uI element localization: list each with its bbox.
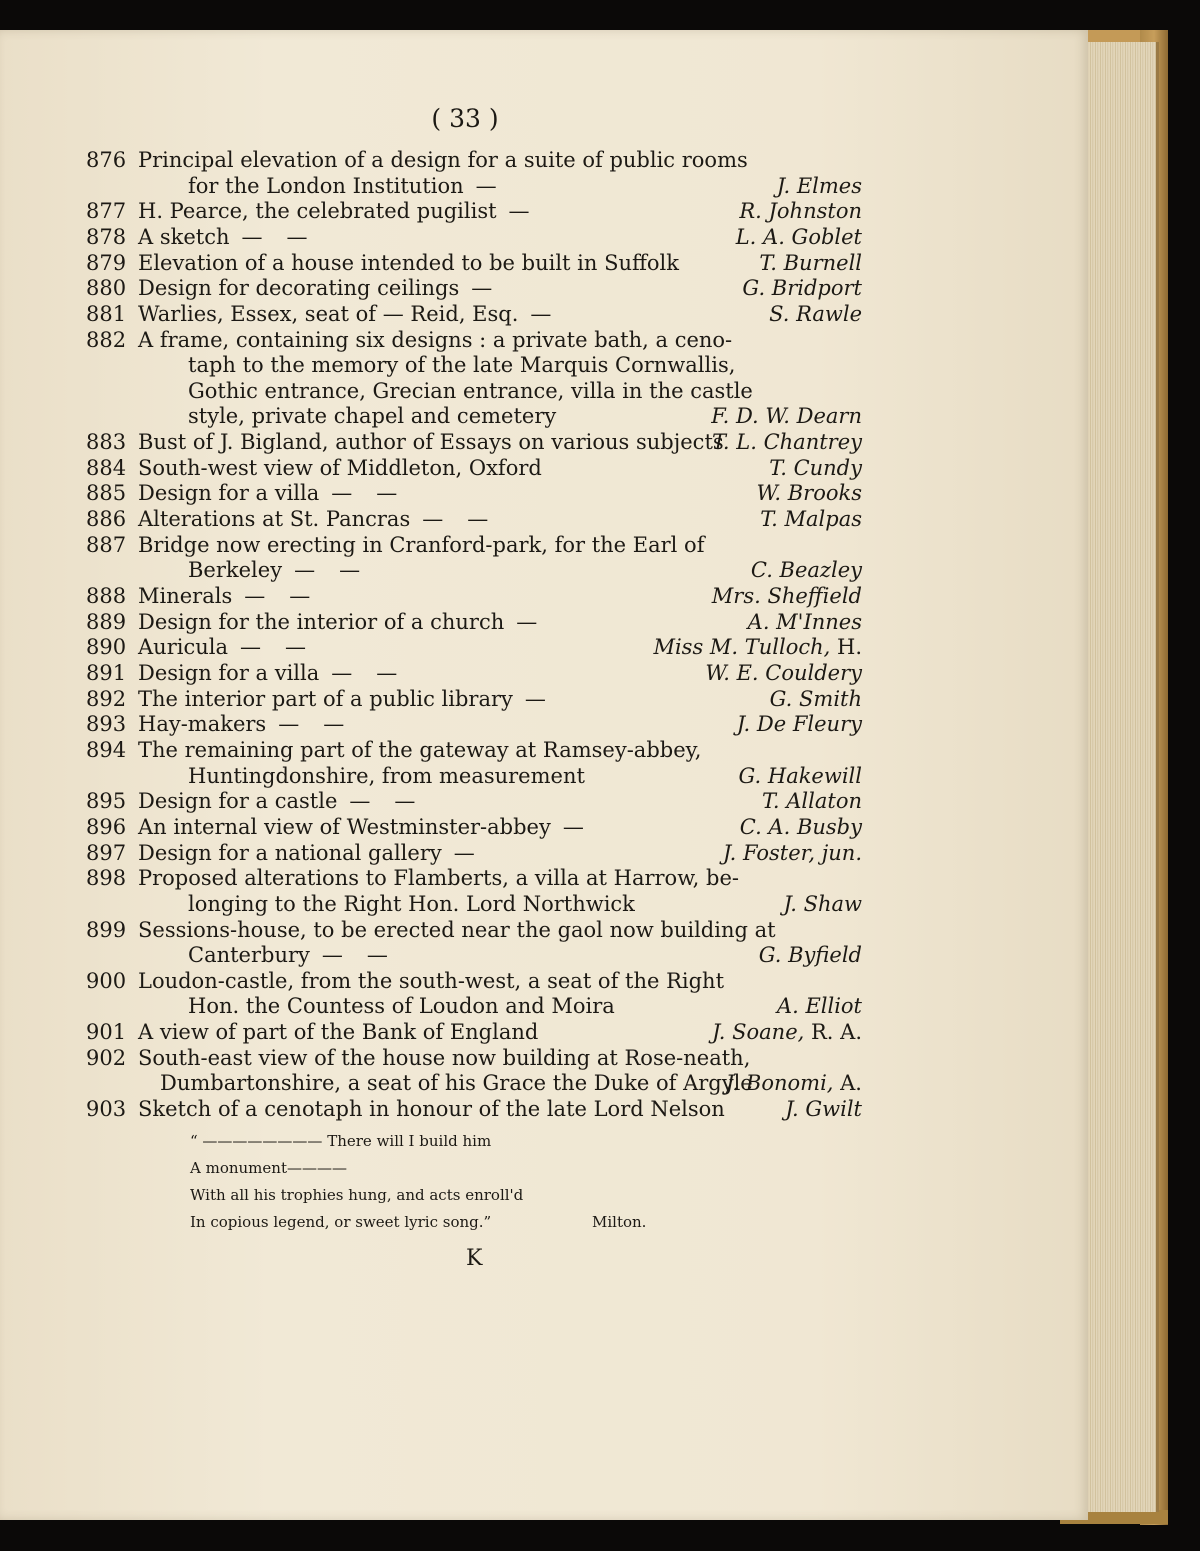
- entry-artist: [705, 661, 862, 687]
- entry-artist: [712, 584, 862, 610]
- entry-number: 892: [86, 686, 127, 711]
- artist-suffix: H.: [830, 635, 862, 660]
- entry-line: [138, 687, 862, 713]
- entry-number: 896: [86, 814, 127, 839]
- entry-title-text: Dumbartonshire, a seat of his Grace the Duke of Argyle: [160, 1071, 753, 1096]
- artist-name: J. Foster, jun.: [722, 840, 862, 865]
- catalogue-entry: [86, 687, 862, 713]
- entry-title-text: Bridge now erecting in Cranford-park, for the Earl of: [138, 532, 705, 557]
- entry-title-text: Loudon-castle, from the south-west, a seat of the Right: [138, 968, 725, 993]
- entry-body: [138, 738, 862, 789]
- artist-name: Miss M. Tulloch,: [653, 635, 831, 660]
- entry-title-text: Auricula: [138, 635, 228, 660]
- entry-artist: [777, 174, 862, 200]
- entry-dash: —: [239, 635, 261, 660]
- catalogue-entry: [86, 918, 862, 969]
- entry-artist: [770, 687, 862, 713]
- artist-name: J. Soane,: [711, 1020, 805, 1045]
- entry-line: [138, 1046, 862, 1072]
- entry-title-text: South-west view of Middleton, Oxford: [138, 455, 542, 480]
- entry-line: [138, 353, 862, 379]
- catalogue-entry: [86, 815, 862, 841]
- entry-dash: —: [516, 609, 538, 634]
- catalogue-entry: [86, 866, 862, 917]
- entry-number: 876: [86, 148, 127, 172]
- signature-mark: K: [466, 1246, 483, 1271]
- catalogue-entry: [86, 789, 862, 815]
- entry-artist: [740, 815, 862, 841]
- entry-body: [138, 610, 862, 636]
- artist-name: T. Allaton: [762, 789, 862, 814]
- artist-name: J. De Fleury: [736, 712, 862, 737]
- entry-number: 880: [86, 276, 127, 301]
- entry-artist: [785, 1097, 862, 1123]
- page-number-header: ( 33 ): [431, 104, 499, 133]
- artist-name: G. Byfield: [758, 943, 862, 968]
- entry-body: [138, 148, 862, 199]
- artist-name: A. M'Innes: [747, 609, 862, 634]
- entry-artist: [751, 558, 862, 584]
- entry-title-text: Design for a villa: [138, 661, 320, 685]
- artist-name: W. Brooks: [756, 481, 862, 506]
- entry-body: [138, 1046, 862, 1097]
- entry-body: [138, 635, 862, 661]
- entry-number: 899: [86, 917, 127, 942]
- entry-line: [138, 789, 862, 815]
- entry-title-text: Huntingdonshire, from measurement: [188, 763, 585, 788]
- entry-number: 902: [86, 1045, 127, 1070]
- entry-number: 884: [86, 455, 127, 480]
- entry-dash: —: [394, 789, 416, 814]
- entry-line: [138, 661, 862, 687]
- artist-name: C. Beazley: [750, 558, 862, 583]
- entry-number: 889: [86, 609, 127, 634]
- catalogue-entry: [86, 1046, 862, 1097]
- catalogue-entry: [86, 507, 862, 533]
- entry-title-text: Minerals: [138, 584, 233, 609]
- entry-dash: —: [331, 661, 353, 685]
- entry-number: 891: [86, 661, 127, 685]
- entry-line: [138, 148, 862, 174]
- entry-line: [138, 1020, 862, 1046]
- artist-name: F. D. W. Dearn: [711, 404, 862, 429]
- entry-title-text: Sessions-house, to be erected near the gaol now building at: [138, 917, 776, 942]
- entry-line: [138, 558, 862, 584]
- entry-dash: —: [244, 584, 266, 609]
- entry-line: [138, 918, 862, 944]
- entry-title-text: South-east view of the house now building at Rose-neath,: [138, 1045, 751, 1070]
- quote-line: With all his trophies hung, and acts enroll'd: [190, 1186, 524, 1204]
- entry-body: [138, 251, 862, 277]
- entry-dash: —: [530, 301, 552, 326]
- entry-artist: [748, 610, 862, 636]
- entry-title-text: Canterbury: [188, 943, 310, 968]
- entry-title-text: A view of part of the Bank of England: [138, 1020, 539, 1045]
- entry-artist: [726, 1071, 862, 1097]
- entry-artist: [760, 507, 862, 533]
- entry-artist: [739, 764, 863, 790]
- artist-name: J. Gwilt: [785, 1097, 862, 1121]
- entry-line: [138, 251, 862, 277]
- catalogue-entry: [86, 199, 862, 225]
- entry-line: [138, 969, 862, 995]
- entry-line: [138, 456, 862, 482]
- entry-body: [138, 533, 862, 584]
- entry-dash: —: [422, 507, 444, 532]
- artist-name: C. A. Busby: [739, 814, 862, 839]
- entry-dash: —: [524, 686, 546, 711]
- catalogue-entry: [86, 635, 862, 661]
- entry-dash: —: [286, 224, 308, 249]
- entry-artist: [759, 251, 862, 277]
- entry-body: [138, 969, 862, 1020]
- entry-body: [138, 1020, 862, 1046]
- entry-number: 894: [86, 737, 127, 762]
- entry-body: [138, 687, 862, 713]
- entry-title-text: Sketch of a cenotaph in honour of the late Lord Nelson: [138, 1097, 725, 1121]
- entry-number: 882: [86, 327, 127, 352]
- entry-line: [138, 199, 862, 225]
- catalogue-entry: [86, 430, 862, 456]
- entry-line: [138, 379, 862, 405]
- entry-number: 901: [86, 1020, 127, 1045]
- entry-line: [138, 328, 862, 354]
- entry-line: [138, 764, 862, 790]
- entry-body: [138, 918, 862, 969]
- entry-dash: —: [467, 507, 489, 532]
- artist-name: R. Johnston: [739, 199, 862, 224]
- entry-line: [138, 174, 862, 200]
- milton-quotation: [190, 1128, 750, 1236]
- entry-title-text: Design for decorating ceilings: [138, 276, 460, 301]
- entry-title-text: Hon. the Countess of Loudon and Moira: [188, 994, 615, 1019]
- artist-name: G. Bridport: [742, 276, 862, 301]
- entry-line: [138, 533, 862, 559]
- entry-artist: [756, 481, 862, 507]
- entry-title-text: longing to the Right Hon. Lord Northwick: [188, 891, 635, 916]
- entry-line: [138, 841, 862, 867]
- entry-title-text: The remaining part of the gateway at Ramsey-abbey,: [138, 737, 702, 762]
- entry-dash: —: [366, 943, 388, 968]
- entry-artist: [737, 712, 862, 738]
- entry-line: [138, 943, 862, 969]
- entry-line: [138, 712, 862, 738]
- entry-dash: —: [321, 943, 343, 968]
- catalogue-entry: [86, 1020, 862, 1046]
- artist-name: J. Bonomi,: [725, 1071, 834, 1096]
- entry-title-text: The interior part of a public library: [138, 686, 513, 711]
- artist-suffix: R. A.: [804, 1020, 862, 1045]
- entry-number: 897: [86, 840, 127, 865]
- entry-title-text: Warlies, Essex, seat of — Reid, Esq.: [138, 301, 519, 326]
- entry-body: [138, 276, 862, 302]
- entry-title-text: Elevation of a house intended to be built in Suffolk: [138, 250, 679, 275]
- entry-dash: —: [241, 224, 263, 249]
- catalogue-entry: [86, 251, 862, 277]
- entry-line: [138, 225, 862, 251]
- entry-artist: [712, 430, 862, 456]
- entry-artist: [769, 456, 862, 482]
- entry-dash: —: [289, 584, 311, 609]
- entry-title-text: A frame, containing six designs : a private bath, a ceno-: [138, 327, 733, 352]
- catalogue-entry: [86, 276, 862, 302]
- catalogue-entry: [86, 969, 862, 1020]
- entry-title-text: Hay-makers: [138, 712, 267, 737]
- entry-title-text: Design for a castle: [138, 789, 338, 814]
- entry-body: [138, 584, 862, 610]
- artist-name: J. Elmes: [776, 173, 862, 198]
- entry-artist: [739, 199, 862, 225]
- entry-dash: —: [339, 558, 361, 583]
- entry-artist: [736, 225, 862, 251]
- entry-body: [138, 430, 862, 456]
- artist-name: G. Hakewill: [738, 763, 862, 788]
- artist-name: L. A. Goblet: [735, 224, 862, 249]
- entry-number: 883: [86, 430, 127, 455]
- entry-dash: —: [349, 789, 371, 814]
- artist-name: T. Cundy: [769, 455, 862, 480]
- catalogue-entry: [86, 1097, 862, 1123]
- catalogue-entry: [86, 841, 862, 867]
- entry-artist: [712, 1020, 862, 1046]
- entry-number: 885: [86, 481, 127, 506]
- catalogue-entry: [86, 584, 862, 610]
- entry-dash: —: [376, 661, 398, 685]
- entry-body: [138, 199, 862, 225]
- artist-name: J. Shaw: [783, 891, 862, 916]
- entry-number: 898: [86, 866, 127, 891]
- entry-body: [138, 712, 862, 738]
- entry-body: [138, 225, 862, 251]
- entry-dash: —: [278, 712, 300, 737]
- artist-name: T. L. Chantrey: [712, 430, 862, 455]
- entry-artist: [759, 943, 862, 969]
- entry-number: 900: [86, 968, 127, 993]
- entry-artist: [777, 994, 862, 1020]
- entry-title-text: Design for a villa: [138, 481, 320, 506]
- entry-body: [138, 456, 862, 482]
- entry-title-text: Bust of J. Bigland, author of Essays on various subjects: [138, 430, 724, 455]
- entry-title-text: Berkeley: [188, 558, 283, 583]
- entry-title-text: taph to the memory of the late Marquis Cornwallis,: [188, 353, 736, 378]
- entry-line: [138, 276, 862, 302]
- entry-number: 903: [86, 1097, 127, 1121]
- artist-suffix: A.: [833, 1071, 862, 1096]
- entry-body: [138, 841, 862, 867]
- artist-name: T. Malpas: [760, 507, 862, 532]
- artist-name: G. Smith: [769, 686, 862, 711]
- entry-body: [138, 302, 862, 328]
- entry-title-text: for the London Institution: [188, 173, 464, 198]
- entry-artist: [762, 789, 862, 815]
- entry-line: [138, 866, 862, 892]
- entry-line: [138, 430, 862, 456]
- entry-artist: [783, 892, 862, 918]
- artist-name: S. Rawle: [769, 301, 862, 326]
- entry-body: [138, 481, 862, 507]
- catalogue-entry: [86, 456, 862, 482]
- entry-dash: —: [508, 199, 530, 224]
- entry-title-text: style, private chapel and cemetery: [188, 404, 557, 429]
- catalogue-entry: [86, 328, 862, 431]
- entry-body: [138, 661, 862, 687]
- catalogue-entries: [86, 148, 862, 1123]
- entry-body: [138, 789, 862, 815]
- entry-dash: —: [284, 635, 306, 660]
- entry-dash: —: [475, 173, 497, 198]
- artist-name: Mrs. Sheffield: [711, 584, 862, 609]
- entry-number: 890: [86, 635, 127, 660]
- entry-line: [138, 584, 862, 610]
- entry-line: [138, 507, 862, 533]
- entry-body: [138, 815, 862, 841]
- entry-line: [138, 738, 862, 764]
- entry-line: [138, 635, 862, 661]
- entry-title-text: Alterations at St. Pancras: [138, 507, 411, 532]
- catalogue-entry: [86, 738, 862, 789]
- entry-number: 886: [86, 507, 127, 532]
- catalogue-entry: [86, 225, 862, 251]
- entry-dash: —: [331, 481, 353, 506]
- entry-line: [138, 481, 862, 507]
- entry-title-text: H. Pearce, the celebrated pugilist: [138, 199, 497, 224]
- entry-line: [138, 610, 862, 636]
- entry-number: 893: [86, 712, 127, 737]
- entry-body: [138, 507, 862, 533]
- entry-title-text: Principal elevation of a design for a suite of public rooms: [138, 148, 748, 172]
- entry-dash: —: [471, 276, 493, 301]
- entry-dash: —: [562, 814, 584, 839]
- entry-artist: [653, 635, 862, 661]
- entry-line: [138, 892, 862, 918]
- catalogue-entry: [86, 481, 862, 507]
- quote-attribution: Milton.: [592, 1213, 647, 1231]
- entry-artist: [769, 302, 862, 328]
- entry-title-text: A sketch: [138, 224, 230, 249]
- entry-line: [138, 815, 862, 841]
- entry-artist: [742, 276, 862, 302]
- entry-line: [138, 302, 862, 328]
- entry-dash: —: [453, 840, 475, 865]
- catalogue-entry: [86, 148, 862, 199]
- entry-number: 877: [86, 199, 127, 224]
- entry-dash: —: [323, 712, 345, 737]
- entry-number: 878: [86, 224, 127, 249]
- quote-line: In copious legend, or sweet lyric song.”: [190, 1213, 492, 1231]
- entry-artist: [723, 841, 862, 867]
- entry-body: [138, 866, 862, 917]
- catalogue-entry: [86, 712, 862, 738]
- catalogue-entry: [86, 533, 862, 584]
- entry-line: [138, 404, 862, 430]
- entry-title-text: Gothic entrance, Grecian entrance, villa in the castle: [188, 378, 753, 403]
- entry-title-text: Design for a national gallery: [138, 840, 442, 865]
- quote-line: “ ———————— There will I build him: [190, 1132, 492, 1150]
- artist-name: T. Burnell: [759, 250, 862, 275]
- entry-dash: —: [376, 481, 398, 506]
- entry-body: [138, 328, 862, 431]
- quote-line: A monument————: [190, 1159, 347, 1177]
- catalogue-entry: [86, 661, 862, 687]
- entry-body: [138, 1097, 862, 1123]
- entry-dash: —: [294, 558, 316, 583]
- entry-number: 895: [86, 789, 127, 814]
- catalogue-entry: [86, 302, 862, 328]
- entry-title-text: Proposed alterations to Flamberts, a villa at Harrow, be-: [138, 866, 740, 891]
- artist-name: W. E. Couldery: [705, 661, 862, 685]
- artist-name: A. Elliot: [776, 994, 862, 1019]
- entry-number: 881: [86, 301, 127, 326]
- entry-number: 887: [86, 532, 127, 557]
- entry-line: [138, 1097, 862, 1123]
- entry-title-text: An internal view of Westminster-abbey: [138, 814, 551, 839]
- catalogue-entry: [86, 610, 862, 636]
- entry-title-text: Design for the interior of a church: [138, 609, 505, 634]
- entry-line: [138, 1071, 862, 1097]
- entry-line: [138, 994, 862, 1020]
- entry-artist: [711, 404, 862, 430]
- entry-number: 888: [86, 584, 127, 609]
- entry-number: 879: [86, 250, 127, 275]
- page-edges: [1076, 42, 1159, 1512]
